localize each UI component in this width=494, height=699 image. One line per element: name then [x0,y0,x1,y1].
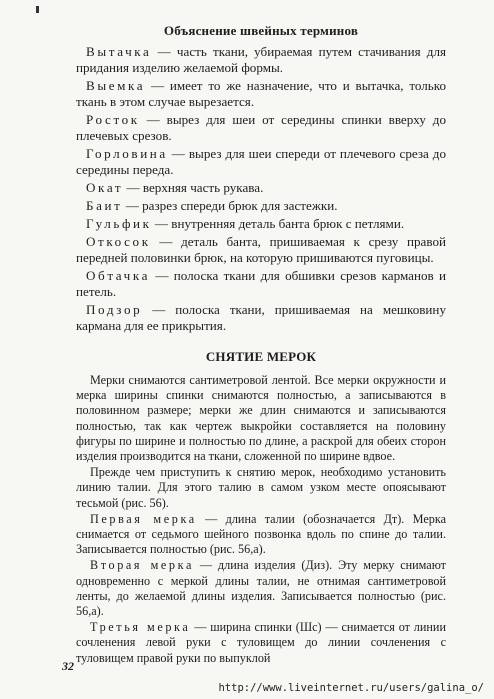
term-word: Росток [86,112,140,127]
term-word: Гульфик [86,216,152,231]
measurement-word: Третья мерка [90,620,191,635]
term-word: Обтачка [86,268,151,283]
measurement-third [76,620,446,666]
measurement-first [76,512,446,558]
term-definition: — имеет то же назначение, что и вытачка, только ткань в этом случае вырезается. [76,78,446,109]
term-word: Выемка [86,78,146,93]
paragraph-intro: Мерки снимаются сантиметровой лентой. Все мерки окружности и мерка ширины спинки снимаются полностью, а записываются в половинном размере; мерки же длин снимаются и записываются полностью, так как чертеж выкройки составляется на половину фигуры по ширине и полностью по длине, а раскрой для обеих сторон изделия производится на ткани, сложенной по ширине вдвое. [76,373,446,464]
corner-mark [36,6,39,13]
term-okat [76,180,446,196]
term-bait [76,198,446,214]
term-obtachka [76,268,446,300]
term-word: Окат [86,180,124,195]
term-definition: — полоска ткани, пришиваемая на мешковину кармана для ее прикрытия. [76,302,446,333]
term-definition: — вырез для шеи от середины спинки вверху до плечевых срезов. [76,112,446,143]
term-gulfik [76,216,446,232]
term-word: Баит [86,198,123,213]
measurement-second [76,558,446,619]
page-number: 32 [62,659,74,673]
term-vytachka [76,44,446,76]
term-otkosok [76,234,446,266]
term-definition: — деталь банта, пришиваемая к срезу правой передней половинки брюк, на которую пришиваются пуговицы. [76,234,446,265]
measurement-text: — длина изделия (Диз). Эту мерку снимают одновременно с меркой длины талии, не отнимая сантиметровой ленты, до желаемой длины изделия. Записывается полностью (рис. 56,а). [76,558,446,619]
measurement-text: — ширина спинки (Шс) — снимается от линии сочленения левой руки с туловищем до линии сочленения с туловищем правой руки по выпуклой [76,620,446,665]
section-title-measurements: СНЯТИЕ МЕРОК [205,349,317,364]
section-title-terms: Объяснение швейных терминов [163,23,359,38]
term-vyemka [76,78,446,110]
term-rostok [76,112,446,144]
term-word: Горловина [86,146,168,161]
page-body [76,22,446,666]
watermark-url: http://www.liveinternet.ru/users/galina_o/ [218,682,484,694]
term-definition: — вырез для шеи спереди от плечевого среза до середины переда. [76,146,446,177]
term-podzor [76,302,446,334]
term-definition: — часть ткани, убираемая путем стачивания для придания изделию желаемой формы. [76,44,446,75]
term-definition: — верхняя часть рукава. [126,180,264,195]
term-definition: — разрез спереди брюк для застежки. [125,198,338,213]
measurement-word: Вторая мерка [90,558,194,573]
term-gorlovina [76,146,446,178]
term-definition: — полоска ткани для обшивки срезов карманов и петель. [76,268,446,299]
paragraph-waistline: Прежде чем приступить к снятию мерок, необходимо установить линию талии. Для этого талию в самом узком месте опоясывают тесьмой (рис. 56). [76,465,446,510]
term-word: Вытачка [86,44,152,59]
term-word: Откосок [86,234,151,249]
term-definition: — внутренняя деталь банта брюк с петлями. [154,216,405,231]
measurement-word: Первая мерка [90,511,197,526]
measurement-text: — длина талии (обозначается Дт). Мерка снимается от седьмого шейного позвонка вдоль по спине до талии. Записывается полностью (рис. 56,а). [76,511,446,557]
term-word: Подзор [86,302,143,317]
